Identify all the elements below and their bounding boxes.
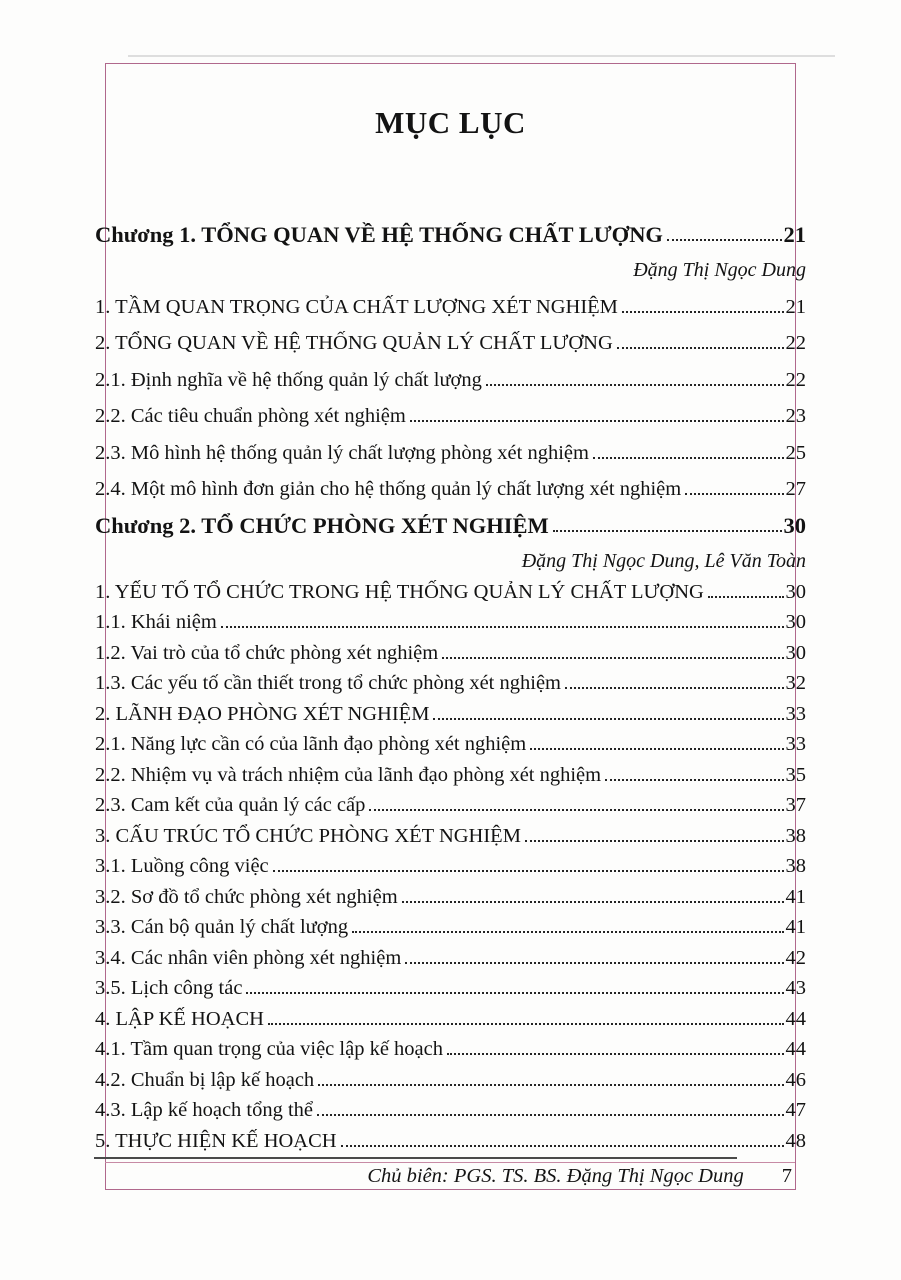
- toc-entry-page: 44: [785, 1007, 806, 1030]
- toc-entry-row: [95, 848, 806, 879]
- toc-entry-page: 23: [785, 405, 806, 427]
- toc-entry-page: 27: [785, 478, 806, 500]
- toc-entry-row: [95, 392, 806, 429]
- dot-leader: [268, 1023, 784, 1025]
- toc-entry-row: [95, 1122, 806, 1153]
- dot-leader: [318, 1084, 783, 1086]
- toc-entry-row: [95, 319, 806, 356]
- toc-entry-label: 2.1. Định nghĩa về hệ thống quản lý chất lượng: [95, 368, 482, 391]
- dot-leader: [341, 1145, 784, 1147]
- toc-entry-label: 3.5. Lịch công tác: [95, 977, 243, 999]
- toc-entry-page: 33: [785, 702, 806, 725]
- toc-entry-label: 4.1. Tầm quan trọng của việc lập kế hoạch: [95, 1038, 443, 1060]
- toc-entry-label: 3.2. Sơ đồ tổ chức phòng xét nghiệm: [95, 885, 398, 908]
- dot-leader: [442, 657, 783, 659]
- toc-entry-label: 1. TẦM QUAN TRỌNG CỦA CHẤT LƯỢNG XÉT NGHIỆM: [95, 295, 618, 318]
- toc-entry-row: [95, 428, 806, 465]
- toc-entry-page: 30: [785, 611, 806, 633]
- page-content: [95, 63, 806, 1153]
- dot-leader: [410, 420, 784, 422]
- scan-artifact-line: [128, 55, 835, 57]
- toc-entry-page: 41: [785, 916, 806, 938]
- toc-entry-label: 3.3. Cán bộ quản lý chất lượng: [95, 916, 349, 938]
- toc-entry-row: [95, 939, 806, 970]
- toc-entry-page: 30: [785, 641, 806, 664]
- toc-entry-label: 5. THỰC HIỆN KẾ HOẠCH: [95, 1129, 337, 1152]
- toc-entry-label: 3.1. Luồng công việc: [95, 855, 269, 877]
- toc-entry-label: 2.1. Năng lực cần có của lãnh đạo phòng xét nghiệm: [95, 733, 527, 755]
- toc-entry-page: 43: [785, 977, 806, 999]
- dot-leader: [447, 1053, 784, 1055]
- toc-entry-row: [95, 970, 806, 1001]
- toc-entry-label: 4.3. Lập kế hoạch tổng thể: [95, 1099, 314, 1121]
- toc-chapter-row: [95, 210, 806, 248]
- toc-entry-label: 2.3. Cam kết của quản lý các cấp: [95, 794, 366, 816]
- toc-entry-label: 2.3. Mô hình hệ thống quản lý chất lượng phòng xét nghiệm: [95, 441, 589, 464]
- toc-entry-label: Chương 2. TỔ CHỨC PHÒNG XÉT NGHIỆM: [95, 513, 549, 538]
- dot-leader: [708, 596, 784, 598]
- toc-entry-row: [95, 634, 806, 665]
- toc-entry-row: [95, 604, 806, 635]
- toc-entry-page: 38: [785, 855, 806, 877]
- toc-entry-row: [95, 726, 806, 757]
- toc-entry-page: 22: [785, 332, 806, 354]
- toc-entry-row: [95, 817, 806, 848]
- dot-leader: [530, 748, 783, 750]
- toc-entry-page: 46: [785, 1068, 806, 1091]
- toc-entry-page: 48: [785, 1129, 806, 1152]
- toc-entry-label: Chương 1. TỔNG QUAN VỀ HỆ THỐNG CHẤT LƯỢNG: [95, 222, 663, 247]
- toc-entry-label: 2. LÃNH ĐẠO PHÒNG XÉT NGHIỆM: [95, 702, 430, 725]
- toc-entry-row: [95, 1061, 806, 1092]
- dot-leader: [402, 901, 784, 903]
- toc-entry-page: 35: [785, 763, 806, 786]
- dot-leader: [246, 992, 783, 994]
- dot-leader: [433, 718, 783, 720]
- toc-entry-row: [95, 878, 806, 909]
- toc-entry-label: 2.2. Các tiêu chuẩn phòng xét nghiệm: [95, 405, 406, 427]
- dot-leader: [553, 530, 782, 532]
- toc-entry-row: [95, 573, 806, 604]
- toc-author-row: [95, 539, 806, 573]
- toc-entry-row: [95, 787, 806, 818]
- dot-leader: [273, 870, 784, 872]
- toc-author-row: [95, 248, 806, 282]
- toc-entry-label: 3. CẤU TRÚC TỔ CHỨC PHÒNG XÉT NGHIỆM: [95, 824, 521, 847]
- toc-entry-row: [95, 756, 806, 787]
- toc-entry-page: 30: [785, 580, 806, 603]
- toc-entry-row: [95, 695, 806, 726]
- toc-entry-page: 21: [783, 222, 806, 247]
- dot-leader: [352, 931, 783, 933]
- dot-leader: [565, 687, 784, 689]
- toc-entry-row: [95, 665, 806, 696]
- toc-entry-label: Đặng Thị Ngọc Dung: [633, 259, 806, 281]
- toc-entry-page: 47: [785, 1099, 806, 1121]
- dot-leader: [221, 626, 784, 628]
- dot-leader: [405, 962, 783, 964]
- toc-entry-page: 25: [785, 441, 806, 464]
- toc-entry-label: 3.4. Các nhân viên phòng xét nghiệm: [95, 946, 402, 969]
- dot-leader: [617, 347, 784, 349]
- toc-entry-label: 1.1. Khái niệm: [95, 611, 217, 633]
- toc-entry-row: [95, 1000, 806, 1031]
- toc-entry-page: 44: [785, 1038, 806, 1060]
- footer: [95, 1163, 806, 1189]
- toc-entry-page: 22: [785, 368, 806, 391]
- toc-entry-row: [95, 282, 806, 319]
- toc-entry-row: [95, 355, 806, 392]
- toc-entry-label: 2.2. Nhiệm vụ và trách nhiệm của lãnh đạo phòng xét nghiệm: [95, 763, 602, 786]
- dot-leader: [605, 779, 783, 781]
- toc-entry-page: 30: [783, 513, 806, 538]
- toc-entry-page: 21: [785, 295, 806, 318]
- toc-chapter-row: [95, 501, 806, 539]
- toc-entry-row: [95, 1031, 806, 1062]
- toc-entry-label: 4.2. Chuẩn bị lập kế hoạch: [95, 1068, 315, 1091]
- toc-entry-page: 41: [785, 885, 806, 908]
- dot-leader: [486, 384, 784, 386]
- toc-entry-page: 42: [785, 946, 806, 969]
- dot-leader: [622, 311, 784, 313]
- footer-divider-rule: [94, 1157, 737, 1159]
- toc-entry-label: 2.4. Một mô hình đơn giản cho hệ thống quản lý chất lượng xét nghiệm: [95, 478, 682, 500]
- toc-entry-label: 2. TỔNG QUAN VỀ HỆ THỐNG QUẢN LÝ CHẤT LƯỢNG: [95, 332, 613, 354]
- page-title: MỤC LỤC: [375, 105, 526, 140]
- dot-leader: [317, 1114, 783, 1116]
- toc-entry-label: 1. YẾU TỐ TỔ CHỨC TRONG HỆ THỐNG QUẢN LÝ CHẤT LƯỢNG: [95, 580, 704, 603]
- dot-leader: [593, 457, 784, 459]
- dot-leader: [667, 239, 782, 241]
- dot-leader: [525, 840, 784, 842]
- toc-entry-label: 4. LẬP KẾ HOẠCH: [95, 1007, 264, 1030]
- toc-entry-row: [95, 1092, 806, 1123]
- toc-entry-page: 32: [785, 672, 806, 694]
- footer-page-number: 7: [781, 1165, 792, 1187]
- toc-entry-label: 1.2. Vai trò của tổ chức phòng xét nghiệm: [95, 641, 439, 664]
- footer-credit: Chủ biên: PGS. TS. BS. Đặng Thị Ngọc Dung: [367, 1165, 744, 1187]
- toc-entry-row: [95, 909, 806, 940]
- dot-leader: [369, 809, 783, 811]
- toc-entry-page: 33: [785, 733, 806, 755]
- toc-entry-label: 1.3. Các yếu tố cần thiết trong tổ chức phòng xét nghiệm: [95, 672, 561, 694]
- toc-entry-page: 37: [785, 794, 806, 816]
- toc-entry-label: Đặng Thị Ngọc Dung, Lê Văn Toàn: [521, 550, 806, 572]
- toc-entry-row: [95, 465, 806, 502]
- toc-list: [95, 210, 806, 1153]
- dot-leader: [685, 493, 783, 495]
- toc-entry-page: 38: [785, 824, 806, 847]
